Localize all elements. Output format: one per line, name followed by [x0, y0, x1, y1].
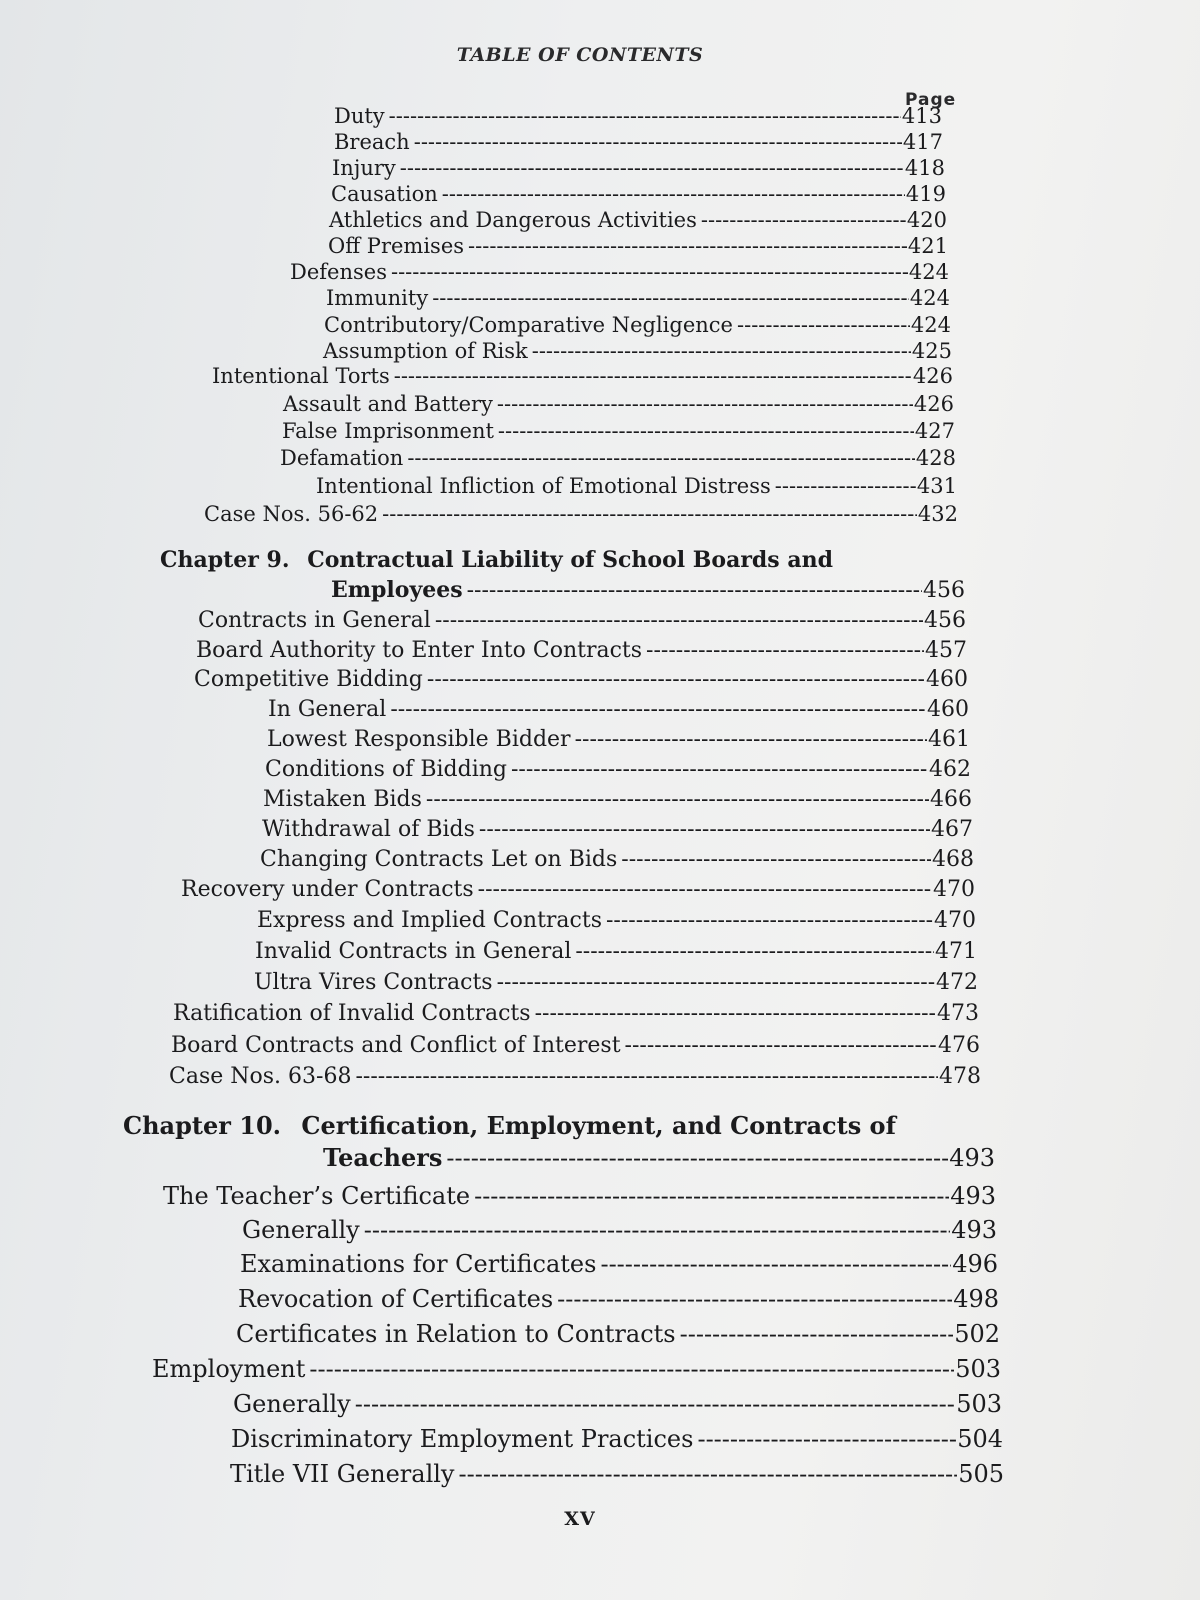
chapter-title-continued: Employees: [331, 577, 463, 603]
dot-leader: [390, 697, 926, 722]
dot-leader: [575, 939, 934, 964]
chapter-heading: [160, 547, 833, 573]
dot-leader: [497, 392, 913, 416]
dot-leader: [427, 667, 925, 692]
dot-leader: [535, 1001, 936, 1026]
toc-entry: [283, 392, 954, 416]
toc-entry-label: Athletics and Dangerous Activities: [329, 208, 697, 232]
toc-entry: [268, 697, 969, 722]
toc-entry: [212, 364, 953, 388]
chapter-heading-line: [323, 1143, 995, 1172]
toc-entry-page: 473: [937, 1001, 979, 1026]
toc-entry-label: Express and Implied Contracts: [257, 908, 602, 933]
toc-entry-label: Conditions of Bidding: [265, 757, 507, 782]
toc-entry-label: Generally: [233, 1390, 351, 1418]
toc-entry-page: 505: [958, 1460, 1004, 1488]
dot-leader: [432, 286, 909, 310]
toc-entry-label: Off Premises: [328, 234, 465, 258]
dot-leader: [435, 608, 923, 633]
toc-entry: [169, 1064, 981, 1089]
toc-entry-label: Withdrawal of Bids: [262, 817, 475, 842]
toc-entry: [171, 1033, 980, 1058]
toc-entry: [334, 130, 943, 154]
toc-entry: [238, 1285, 999, 1313]
dot-leader: [382, 502, 917, 526]
toc-entry-label: Causation: [331, 182, 438, 206]
toc-entry-label: Injury: [332, 156, 396, 180]
dot-leader: [625, 1033, 937, 1058]
dot-leader: [575, 727, 927, 752]
toc-entry-page: 493: [950, 1182, 996, 1210]
toc-entry-page: 427: [914, 419, 955, 443]
toc-entry-page: 460: [927, 697, 969, 722]
toc-entry-label: Examinations for Certificates: [240, 1250, 597, 1278]
toc-entry: [282, 419, 955, 443]
chapter-heading: [123, 1111, 896, 1140]
toc-entry-page: 428: [915, 446, 956, 470]
toc-entry: [181, 877, 975, 902]
toc-entry-page: 466: [930, 787, 972, 812]
toc-entry-label: Board Authority to Enter Into Contracts: [196, 638, 643, 663]
toc-entry-label: Intentional Infliction of Emotional Distress: [316, 474, 771, 498]
toc-entry-page: 424: [910, 313, 951, 337]
toc-entry-label: In General: [268, 697, 387, 722]
toc-entry: [204, 502, 958, 526]
dot-leader: [497, 970, 935, 995]
chapter-title: Certification, Employment, and Contracts of: [301, 1111, 896, 1140]
toc-entry-page: 470: [934, 908, 976, 933]
dot-leader: [355, 1390, 955, 1418]
toc-entry-page: 478: [939, 1064, 981, 1089]
running-head: TABLE OF CONTENTS: [456, 44, 704, 66]
toc-entry-label: Employment: [152, 1355, 306, 1383]
toc-entry-label: Breach: [334, 130, 410, 154]
toc-entry-label: Assault and Battery: [283, 392, 493, 416]
toc-entry-label: Defamation: [280, 446, 404, 470]
toc-entry: [198, 608, 966, 633]
toc-entry-label: Case Nos. 56-62: [204, 502, 379, 526]
toc-entry-page: 472: [936, 970, 978, 995]
toc-entry-label: Ratification of Invalid Contracts: [173, 1001, 531, 1026]
toc-entry-page: 460: [926, 667, 968, 692]
toc-entry: [194, 667, 968, 692]
toc-entry-page: 421: [907, 234, 948, 258]
dot-leader: [364, 1216, 950, 1244]
dot-leader: [621, 847, 931, 872]
toc-entry-label: Recovery under Contracts: [181, 877, 474, 902]
toc-entry-page: 470: [933, 877, 975, 902]
dot-leader: [600, 1250, 951, 1278]
chapter-heading-line: [331, 577, 965, 603]
dot-leader: [389, 104, 901, 128]
chapter-number: Chapter 10.: [123, 1111, 281, 1140]
dot-leader: [701, 208, 906, 232]
toc-entry-page: 498: [953, 1285, 999, 1313]
toc-entry: [290, 260, 949, 284]
toc-entry-page: 424: [909, 286, 950, 310]
chapter-page: 456: [923, 578, 965, 603]
chapter-title: Contractual Liability of School Boards and: [307, 547, 833, 573]
toc-entry: [262, 817, 973, 842]
toc-entry: [257, 908, 976, 933]
toc-entry: [328, 234, 948, 258]
dot-leader: [446, 1144, 948, 1172]
toc-entry-page: 496: [952, 1250, 998, 1278]
dot-leader: [498, 419, 914, 443]
toc-entry-page: 426: [913, 392, 954, 416]
toc-entry-page: 417: [902, 130, 943, 154]
toc-entry-label: Board Contracts and Conflict of Interest: [171, 1033, 621, 1058]
toc-entry: [331, 182, 946, 206]
toc-entry: [254, 970, 978, 995]
dot-leader: [468, 234, 907, 258]
toc-entry-page: 420: [906, 208, 947, 232]
dot-leader: [511, 757, 928, 782]
page-folio: XV: [564, 1508, 596, 1530]
toc-entry-page: 468: [932, 847, 974, 872]
toc-entry-page: 426: [912, 364, 953, 388]
toc-entry: [152, 1355, 1001, 1383]
dot-leader: [532, 339, 911, 363]
page-column-heading: Page: [905, 90, 957, 110]
toc-entry: [260, 847, 974, 872]
dot-leader: [355, 1064, 938, 1089]
toc-entry-page: 467: [931, 817, 973, 842]
dot-leader: [474, 1182, 949, 1210]
toc-entry: [324, 313, 951, 337]
chapter-title-continued: Teachers: [323, 1143, 443, 1172]
toc-entry: [233, 1390, 1002, 1418]
toc-entry: [332, 156, 945, 180]
dot-leader: [400, 156, 904, 180]
dot-leader: [407, 446, 915, 470]
toc-entry-page: 418: [904, 156, 945, 180]
dot-leader: [394, 364, 912, 388]
chapter-number: Chapter 9.: [160, 547, 290, 573]
dot-leader: [557, 1285, 952, 1313]
toc-entry: [280, 446, 956, 470]
dot-leader: [479, 817, 930, 842]
toc-entry: [230, 1460, 1004, 1488]
dot-leader: [737, 313, 910, 337]
toc-entry-page: 471: [935, 939, 977, 964]
toc-entry-label: Duty: [334, 104, 385, 128]
toc-entry-label: Contributory/Comparative Negligence: [324, 313, 733, 337]
toc-entry-label: Changing Contracts Let on Bids: [260, 847, 618, 872]
toc-entry: [255, 939, 977, 964]
toc-entry-label: Invalid Contracts in General: [255, 939, 572, 964]
dot-leader: [775, 474, 916, 498]
toc-entry-page: 431: [916, 474, 957, 498]
dot-leader: [391, 260, 908, 284]
toc-entry-page: 502: [954, 1320, 1000, 1348]
toc-entry-label: Assumption of Risk: [323, 339, 528, 363]
toc-entry-label: Case Nos. 63-68: [169, 1064, 352, 1089]
toc-entry: [163, 1182, 996, 1210]
dot-leader: [426, 787, 929, 812]
toc-entry-page: 476: [938, 1033, 980, 1058]
toc-entry-label: Intentional Torts: [212, 364, 390, 388]
dot-leader: [478, 877, 932, 902]
toc-entry-page: 461: [928, 727, 970, 752]
chapter-page: 493: [949, 1144, 995, 1172]
toc-entry-page: 503: [955, 1355, 1001, 1383]
toc-entry: [242, 1216, 997, 1244]
dot-leader: [606, 908, 933, 933]
toc-entry-label: The Teacher’s Certificate: [163, 1182, 471, 1210]
toc-entry-label: Mistaken Bids: [263, 787, 422, 812]
toc-entry-label: Revocation of Certificates: [238, 1285, 554, 1313]
toc-entry-page: 493: [951, 1216, 997, 1244]
toc-entry: [240, 1250, 998, 1278]
toc-entry-label: Title VII Generally: [230, 1460, 455, 1488]
toc-entry-page: 432: [917, 502, 958, 526]
toc-entry: [334, 104, 942, 128]
toc-entry-label: Competitive Bidding: [194, 667, 423, 692]
toc-entry: [196, 638, 967, 663]
toc-entry-page: 456: [924, 608, 966, 633]
toc-entry-page: 462: [929, 757, 971, 782]
toc-entry: [263, 787, 972, 812]
dot-leader: [467, 578, 922, 603]
toc-entry: [231, 1425, 1003, 1453]
toc-entry: [316, 474, 957, 498]
toc-entry-label: Generally: [242, 1216, 360, 1244]
toc-entry-label: Lowest Responsible Bidder: [267, 727, 571, 752]
toc-entry: [236, 1320, 1000, 1348]
toc-entry-page: 413: [901, 104, 942, 128]
toc-entry: [173, 1001, 979, 1026]
dot-leader: [414, 130, 902, 154]
toc-entry: [267, 727, 970, 752]
toc-entry-page: 424: [908, 260, 949, 284]
dot-leader: [458, 1460, 957, 1488]
toc-entry-label: Immunity: [326, 286, 429, 310]
toc-entry: [323, 339, 952, 363]
dot-leader: [680, 1320, 954, 1348]
dot-leader: [309, 1355, 954, 1383]
dot-leader: [697, 1425, 956, 1453]
toc-entry-label: Defenses: [290, 260, 387, 284]
toc-entry-page: 503: [956, 1390, 1002, 1418]
toc-entry: [329, 208, 947, 232]
toc-entry-label: Contracts in General: [198, 608, 431, 633]
toc-entry-label: False Imprisonment: [282, 419, 494, 443]
toc-entry-label: Discriminatory Employment Practices: [231, 1425, 694, 1453]
toc-entry-page: 504: [957, 1425, 1003, 1453]
toc-entry: [326, 286, 950, 310]
toc-entry-page: 419: [905, 182, 946, 206]
toc-entry-page: 457: [925, 638, 967, 663]
dot-leader: [442, 182, 905, 206]
toc-entry-page: 425: [911, 339, 952, 363]
toc-entry-label: Certificates in Relation to Contracts: [236, 1320, 676, 1348]
toc-entry-label: Ultra Vires Contracts: [254, 970, 493, 995]
toc-entry: [265, 757, 971, 782]
dot-leader: [646, 638, 924, 663]
